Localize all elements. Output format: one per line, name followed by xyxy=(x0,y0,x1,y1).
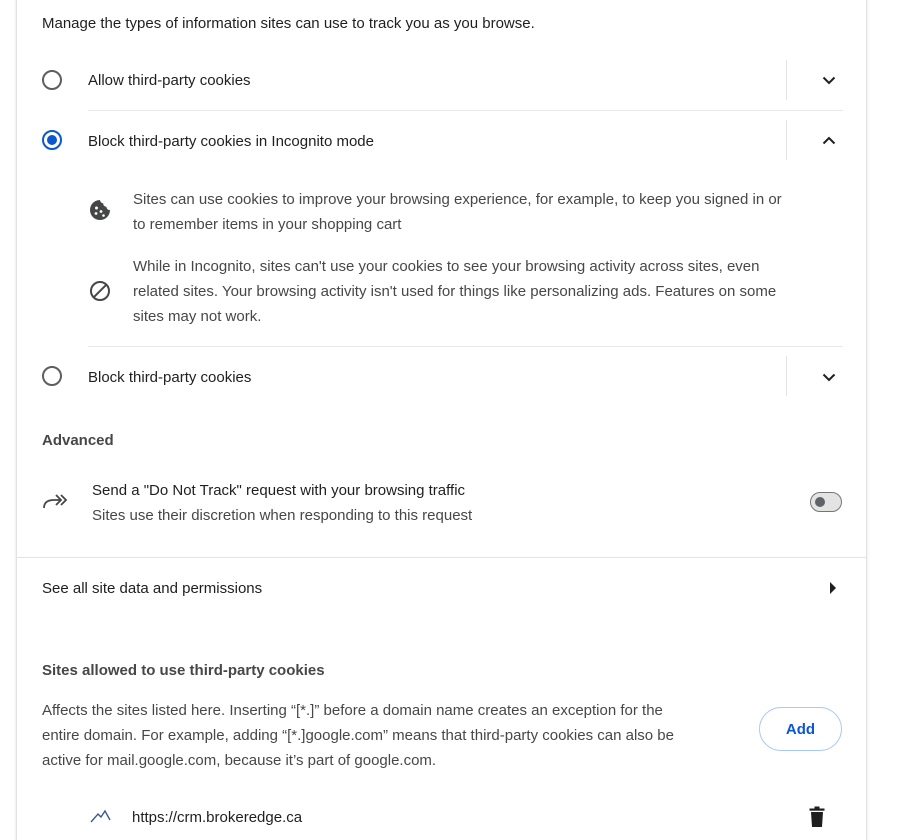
divider xyxy=(786,356,787,396)
incognito-block-description: While in Incognito, sites can't use your cookies to see your browsing activity across sites, even related sites. Your browsing activity isn't used for things like personalizing ads. Features on some sites may not work. xyxy=(133,258,777,325)
expand-block-button[interactable] xyxy=(817,365,841,389)
collapse-incognito-button[interactable] xyxy=(817,128,841,152)
site-url: https://crm.brokeredge.ca xyxy=(132,809,303,826)
separator xyxy=(88,110,843,111)
advanced-heading: Advanced xyxy=(42,432,114,449)
add-site-button[interactable]: Add xyxy=(759,707,842,751)
site-data-link[interactable]: See all site data and permissions xyxy=(42,580,263,597)
block-icon xyxy=(88,279,112,303)
intro-text: Manage the types of information sites can use to track you as you browse. xyxy=(42,15,535,32)
site-favicon-icon xyxy=(90,808,112,824)
toggle-knob xyxy=(815,497,825,507)
allowed-sites-heading: Sites allowed to use third-party cookies xyxy=(42,662,325,679)
option-block-label[interactable]: Block third-party cookies xyxy=(88,369,252,386)
dnt-subtitle: Sites use their discretion when responding to this request xyxy=(92,507,473,524)
option-block-incognito-label[interactable]: Block third-party cookies in Incognito mode xyxy=(88,133,374,150)
divider xyxy=(786,120,787,160)
radio-block-incognito[interactable] xyxy=(42,130,62,150)
radio-allow-third-party[interactable] xyxy=(42,70,62,90)
expand-allow-button[interactable] xyxy=(817,68,841,92)
delete-site-button[interactable] xyxy=(808,806,826,828)
arrow-right-icon[interactable] xyxy=(828,581,838,595)
dnt-title: Send a "Do Not Track" request with your browsing traffic xyxy=(92,482,466,499)
chevron-down-icon xyxy=(822,76,836,85)
trash-icon xyxy=(808,806,826,828)
radio-block-third-party[interactable] xyxy=(42,366,62,386)
chevron-down-icon xyxy=(822,373,836,382)
allowed-sites-description: Affects the sites listed here. Inserting “[*.]” before a domain name creates an exception for the entire domain. For example, adding “[*.]google.com” means that third-party cookies can also be active for mail.google.com, because it’s part of google.com. xyxy=(42,702,674,769)
divider xyxy=(786,60,787,100)
chevron-up-icon xyxy=(822,136,836,145)
separator xyxy=(88,346,843,347)
dnt-toggle[interactable] xyxy=(810,492,842,512)
cookie-icon xyxy=(88,198,112,222)
cookie-description: Sites can use cookies to improve your browsing experience, for example, to keep you signed in or to remember items in your shopping cart xyxy=(133,191,782,233)
option-allow-label[interactable]: Allow third-party cookies xyxy=(88,72,251,89)
do-not-track-icon xyxy=(42,490,68,514)
